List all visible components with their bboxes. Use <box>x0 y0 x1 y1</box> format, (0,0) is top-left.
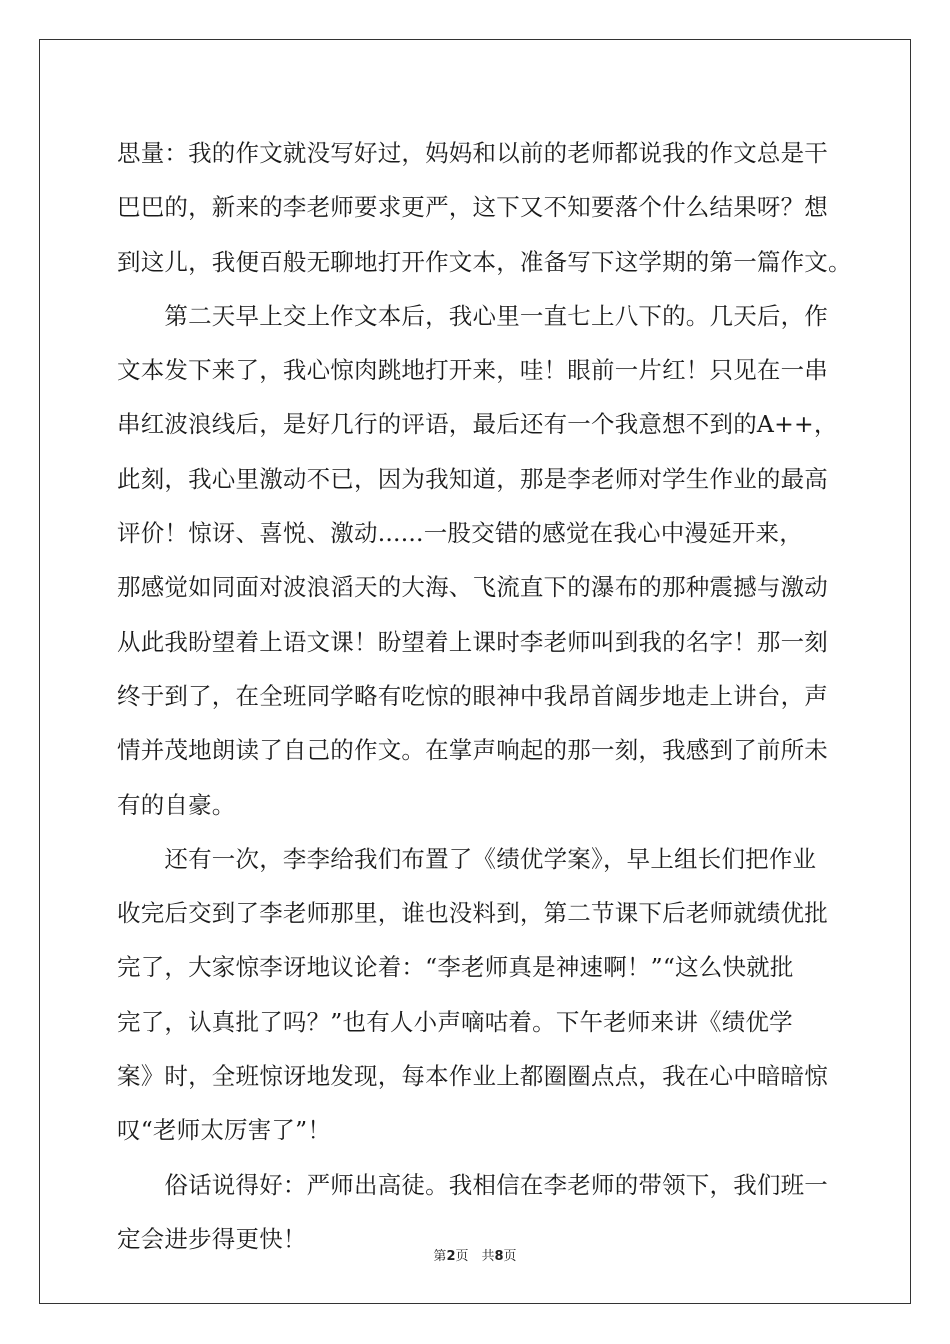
text-line: 完了，认真批了吗？”也有人小声嘀咕着。下午老师来讲《绩优学 <box>117 1007 793 1036</box>
text-line: 巴巴的，新来的李老师要求更严，这下又不知要落个什么结果呀？想 <box>117 193 828 222</box>
text-line: 定会进步得更快！ <box>117 1224 307 1253</box>
text-line: 串红波浪线后，是好几行的评语，最后还有一个我意想不到的A++， <box>117 410 838 439</box>
page-prefix: 第 <box>433 1249 447 1264</box>
text-line: 俗话说得好：严师出高徒。我相信在李老师的带领下，我们班一 <box>117 1170 828 1199</box>
text-line: 那感觉如同面对波浪滔天的大海、飞流直下的瀑布的那种震撼与激动 <box>117 573 828 602</box>
page-total: 8 <box>494 1249 504 1264</box>
text-line: 文本发下来了，我心惊肉跳地打开来，哇！眼前一片红！只见在一串 <box>117 356 828 385</box>
text-line: 叹“老师太厉害了”！ <box>117 1116 332 1145</box>
text-line: 有的自豪。 <box>117 790 236 819</box>
text-line: 第二天早上交上作文本后，我心里一直七上八下的。几天后，作 <box>117 301 828 330</box>
page-current: 2 <box>446 1249 456 1264</box>
text-line: 此刻，我心里激动不已，因为我知道，那是李老师对学生作业的最高 <box>117 464 828 493</box>
page-number-footer <box>0 1245 950 1264</box>
text-line: 完了，大家惊李讶地议论着：“李老师真是神速啊！”“这么快就批 <box>117 953 794 982</box>
text-line: 还有一次，李李给我们布置了《绩优学案》，早上组长们把作业 <box>117 844 817 873</box>
text-line: 终于到了，在全班同学略有吃惊的眼神中我昂首阔步地走上讲台，声 <box>117 681 828 710</box>
page-suffix: 页 <box>503 1249 517 1264</box>
text-line: 收完后交到了李老师那里，谁也没料到，第二节课下后老师就绩优批 <box>117 899 828 928</box>
text-line: 案》时，全班惊讶地发现，每本作业上都圈圈点点，我在心中暗暗惊 <box>117 1062 828 1091</box>
text-line: 到这儿，我便百般无聊地打开作文本，准备写下这学期的第一篇作文。 <box>117 247 852 276</box>
text-line: 情并茂地朗读了自己的作文。在掌声响起的那一刻，我感到了前所未 <box>117 736 828 765</box>
page-mid: 页 共 <box>455 1249 495 1264</box>
document-body <box>117 126 852 1266</box>
text-line: 从此我盼望着上语文课！盼望着上课时李老师叫到我的名字！那一刻 <box>117 627 828 656</box>
text-line: 评价！惊讶、喜悦、激动......一股交错的感觉在我心中漫延开来， <box>117 519 803 548</box>
text-line: 思量：我的作文就没写好过，妈妈和以前的老师都说我的作文总是干 <box>117 139 828 167</box>
